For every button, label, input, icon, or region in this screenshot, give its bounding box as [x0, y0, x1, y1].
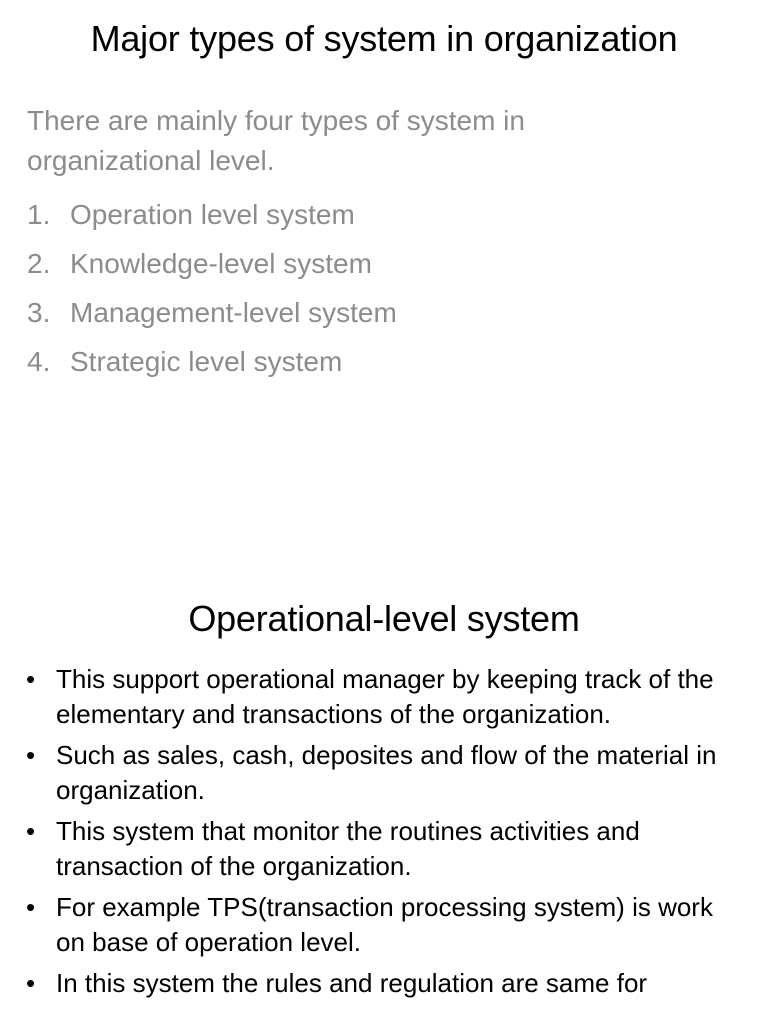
list-item-text: Operation level system: [70, 199, 355, 230]
bullet-icon: •: [26, 968, 36, 998]
list-item: [27, 190, 397, 239]
list-number: 4.: [27, 346, 51, 377]
slide-title: Major types of system in organization: [90, 18, 678, 59]
bullet-item: [0, 662, 768, 731]
bullet-text: This system that monitor the routines activities and transaction of the organization.: [56, 816, 640, 881]
list-item: [27, 288, 397, 337]
list-item: [27, 337, 397, 386]
slide-operational-level: [0, 576, 768, 1024]
list-number: 2.: [27, 248, 51, 279]
slide-title: Operational-level system: [188, 598, 580, 639]
bullet-text: For example TPS(transaction processing system) is work on base of operation level.: [56, 892, 713, 957]
system-types-list: [27, 190, 397, 386]
bullet-text: In this system the rules and regulation are same for: [56, 968, 648, 998]
list-item-text: Strategic level system: [70, 346, 343, 377]
slide-major-types: [0, 0, 768, 400]
bullet-text: Such as sales, cash, deposites and flow of the material in organization.: [56, 740, 717, 805]
bullet-icon: •: [26, 892, 36, 922]
bullet-item: [0, 966, 768, 1001]
bullet-item: [0, 814, 768, 883]
bullet-icon: •: [26, 664, 36, 694]
bullet-icon: •: [26, 740, 36, 770]
bullet-list: [0, 662, 768, 1008]
list-item-text: Knowledge-level system: [70, 248, 372, 279]
intro-text: There are mainly four types of system in organizational level.: [27, 105, 525, 176]
bullet-item: [0, 890, 768, 959]
list-item-text: Management-level system: [70, 297, 397, 328]
bullet-icon: •: [26, 816, 36, 846]
bullet-text: This support operational manager by keeping track of the elementary and transactions of the organization.: [56, 664, 714, 729]
list-number: 1.: [27, 199, 51, 230]
list-number: 3.: [27, 297, 51, 328]
bullet-item: [0, 738, 768, 807]
list-item: [27, 239, 397, 288]
